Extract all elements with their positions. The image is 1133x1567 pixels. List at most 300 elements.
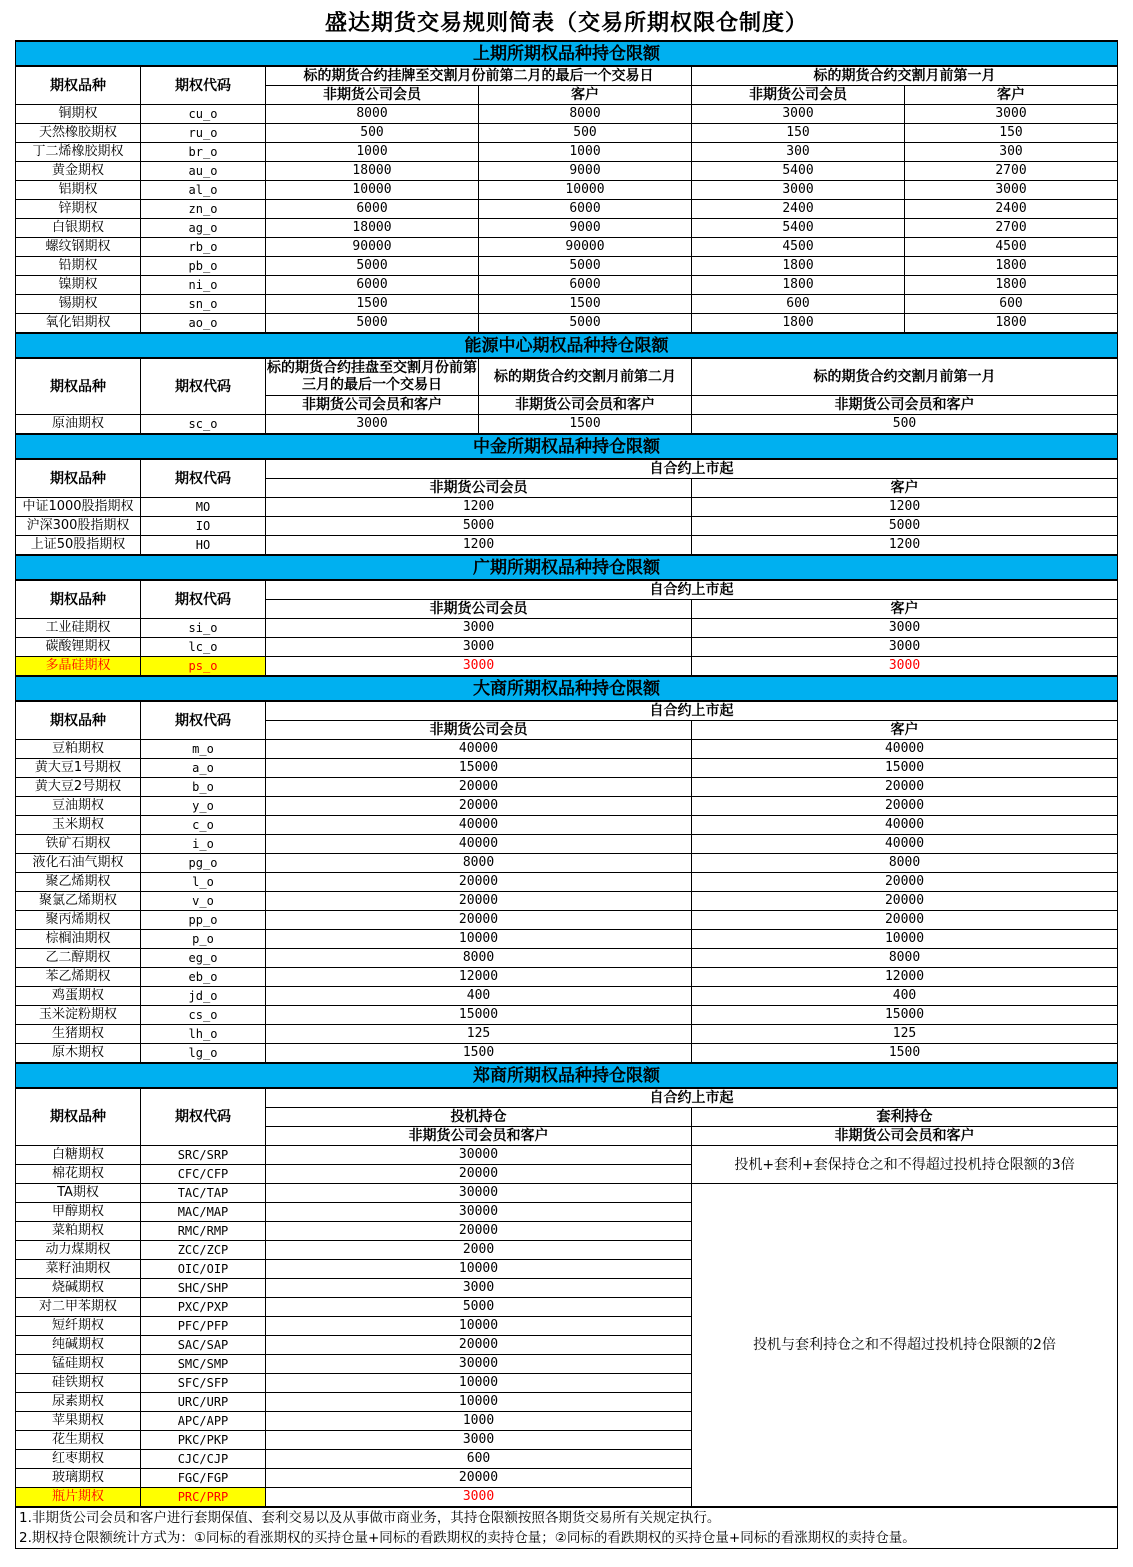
- limit-value: 40000: [692, 835, 1118, 854]
- table-row: [16, 238, 1118, 257]
- limit-value: 30000: [266, 1203, 692, 1222]
- option-code: PRC/PRP: [141, 1488, 266, 1508]
- limit-value: 300: [905, 143, 1118, 162]
- limit-value: 5000: [692, 517, 1118, 536]
- limit-value: 15000: [692, 759, 1118, 778]
- table-row: [16, 276, 1118, 295]
- position-limit-table: [15, 40, 1118, 1549]
- variety-name: 铝期权: [16, 181, 141, 200]
- limit-value: 400: [692, 987, 1118, 1006]
- table-row: [16, 835, 1118, 854]
- header-sub: 客户: [692, 721, 1118, 740]
- limit-value: 30000: [266, 1184, 692, 1203]
- limit-value: 20000: [266, 892, 692, 911]
- limit-value: 6000: [479, 200, 692, 219]
- variety-name: 红枣期权: [16, 1450, 141, 1469]
- arbitrage-rule: 投机+套利+套保持仓之和不得超过投机持仓限额的3倍: [692, 1146, 1118, 1184]
- variety-name: 白银期权: [16, 219, 141, 238]
- limit-value: 18000: [266, 219, 479, 238]
- header-sub: 客户: [479, 86, 692, 105]
- variety-name: 工业硅期权: [16, 619, 141, 638]
- header-code: 期权代码: [141, 1088, 266, 1146]
- header-variety: 期权品种: [16, 701, 141, 740]
- limit-value: 9000: [479, 162, 692, 181]
- limit-value: 40000: [692, 816, 1118, 835]
- limit-value: 6000: [266, 276, 479, 295]
- limit-value: 8000: [692, 854, 1118, 873]
- header-code: 期权代码: [141, 358, 266, 415]
- option-code: RMC/RMP: [141, 1222, 266, 1241]
- header-period: 自合约上市起: [266, 701, 1118, 721]
- limit-value: 2700: [905, 162, 1118, 181]
- limit-value: 125: [266, 1025, 692, 1044]
- option-code: eb_o: [141, 968, 266, 987]
- section-title: 能源中心期权品种持仓限额: [16, 333, 1118, 358]
- header-sub: 非期货公司会员和客户: [266, 396, 479, 415]
- section-header: [16, 1063, 1118, 1088]
- variety-name: 苯乙烯期权: [16, 968, 141, 987]
- limit-value: 5000: [266, 314, 479, 334]
- limit-value: 3000: [905, 105, 1118, 124]
- option-code: eg_o: [141, 949, 266, 968]
- table-row: [16, 162, 1118, 181]
- limit-value: 20000: [266, 778, 692, 797]
- variety-name: 铜期权: [16, 105, 141, 124]
- option-code: c_o: [141, 816, 266, 835]
- variety-name: 鸡蛋期权: [16, 987, 141, 1006]
- limit-value: 20000: [692, 873, 1118, 892]
- option-code: ps_o: [141, 657, 266, 677]
- limit-value: 10000: [266, 1317, 692, 1336]
- table-row: [16, 1184, 1118, 1203]
- limit-value: 2000: [266, 1241, 692, 1260]
- header-variety: 期权品种: [16, 580, 141, 619]
- limit-value: 8000: [266, 949, 692, 968]
- variety-name: 黄金期权: [16, 162, 141, 181]
- section-header: [16, 676, 1118, 701]
- limit-value: 1500: [479, 295, 692, 314]
- limit-value: 90000: [266, 238, 479, 257]
- variety-name: 花生期权: [16, 1431, 141, 1450]
- limit-value: 3000: [266, 1488, 692, 1508]
- variety-name: 对二甲苯期权: [16, 1298, 141, 1317]
- option-code: APC/APP: [141, 1412, 266, 1431]
- header-period: 标的期货合约挂牌至交割月份前第二月的最后一个交易日: [266, 66, 692, 86]
- option-code: SHC/SHP: [141, 1279, 266, 1298]
- variety-name: 多晶硅期权: [16, 657, 141, 677]
- variety-name: 氧化铝期权: [16, 314, 141, 334]
- limit-value: 10000: [266, 1393, 692, 1412]
- option-code: m_o: [141, 740, 266, 759]
- table-row: [16, 105, 1118, 124]
- limit-value: 20000: [266, 1469, 692, 1488]
- table-row: [16, 949, 1118, 968]
- footnote: 1.非期货公司会员和客户进行套期保值、套利交易以及从事做市商业务，其持仓限额按照各期货交易所有关规定执行。: [19, 1510, 721, 1526]
- section-title: 郑商所期权品种持仓限额: [16, 1063, 1118, 1088]
- option-code: MO: [141, 498, 266, 517]
- option-code: sc_o: [141, 415, 266, 435]
- limit-value: 1800: [905, 257, 1118, 276]
- limit-value: 6000: [479, 276, 692, 295]
- limit-value: 1500: [266, 1044, 692, 1064]
- header-period: 标的期货合约交割月前第二月: [479, 358, 692, 396]
- option-code: PFC/PFP: [141, 1317, 266, 1336]
- variety-name: 铅期权: [16, 257, 141, 276]
- limit-value: 1800: [692, 257, 905, 276]
- header-period: 标的期货合约交割月前第一月: [692, 66, 1118, 86]
- limit-value: 2400: [692, 200, 905, 219]
- section-title: 上期所期权品种持仓限额: [16, 41, 1118, 66]
- table-row: [16, 740, 1118, 759]
- variety-name: 液化石油气期权: [16, 854, 141, 873]
- limit-value: 5000: [479, 257, 692, 276]
- header-sub: 非期货公司会员: [266, 600, 692, 619]
- limit-value: 1500: [692, 1044, 1118, 1064]
- header-variety: 期权品种: [16, 66, 141, 105]
- option-code: ao_o: [141, 314, 266, 334]
- limit-value: 20000: [266, 797, 692, 816]
- limit-value: 10000: [266, 930, 692, 949]
- header-speculative: 投机持仓: [266, 1108, 692, 1127]
- header-sub: 非期货公司会员和客户: [479, 396, 692, 415]
- option-code: pp_o: [141, 911, 266, 930]
- limit-value: 1800: [905, 276, 1118, 295]
- option-code: IO: [141, 517, 266, 536]
- variety-name: 沪深300股指期权: [16, 517, 141, 536]
- header-sub: 非期货公司会员: [692, 86, 905, 105]
- limit-value: 4500: [905, 238, 1118, 257]
- limit-value: 20000: [692, 911, 1118, 930]
- variety-name: 螺纹钢期权: [16, 238, 141, 257]
- option-code: al_o: [141, 181, 266, 200]
- option-code: cu_o: [141, 105, 266, 124]
- header-period: 标的期货合约交割月前第一月: [692, 358, 1118, 396]
- limit-value: 90000: [479, 238, 692, 257]
- variety-name: 玉米淀粉期权: [16, 1006, 141, 1025]
- section-title: 大商所期权品种持仓限额: [16, 676, 1118, 701]
- variety-name: 动力煤期权: [16, 1241, 141, 1260]
- option-code: ru_o: [141, 124, 266, 143]
- limit-value: 8000: [692, 949, 1118, 968]
- variety-name: 中证1000股指期权: [16, 498, 141, 517]
- limit-value: 125: [692, 1025, 1118, 1044]
- table-row: [16, 1146, 1118, 1165]
- option-code: TAC/TAP: [141, 1184, 266, 1203]
- option-code: v_o: [141, 892, 266, 911]
- limit-value: 8000: [266, 105, 479, 124]
- option-code: i_o: [141, 835, 266, 854]
- limit-value: 1800: [692, 276, 905, 295]
- limit-value: 15000: [692, 1006, 1118, 1025]
- limit-value: 8000: [266, 854, 692, 873]
- variety-name: TA期权: [16, 1184, 141, 1203]
- header-sub: 非期货公司会员: [266, 479, 692, 498]
- limit-value: 18000: [266, 162, 479, 181]
- limit-value: 20000: [266, 911, 692, 930]
- limit-value: 40000: [266, 740, 692, 759]
- limit-value: 3000: [692, 619, 1118, 638]
- variety-name: 豆油期权: [16, 797, 141, 816]
- option-code: SMC/SMP: [141, 1355, 266, 1374]
- section-header: [16, 555, 1118, 580]
- limit-value: 1800: [692, 314, 905, 334]
- variety-name: 黄大豆2号期权: [16, 778, 141, 797]
- limit-value: 400: [266, 987, 692, 1006]
- option-code: a_o: [141, 759, 266, 778]
- header-sub: 客户: [905, 86, 1118, 105]
- option-code: cs_o: [141, 1006, 266, 1025]
- header-sub: 非期货公司会员和客户: [266, 1127, 692, 1146]
- option-code: lg_o: [141, 1044, 266, 1064]
- limit-value: 5000: [479, 314, 692, 334]
- variety-name: 玻璃期权: [16, 1469, 141, 1488]
- limit-value: 500: [692, 415, 1118, 435]
- limit-value: 5000: [266, 1298, 692, 1317]
- variety-name: 上证50股指期权: [16, 536, 141, 556]
- table-row: [16, 892, 1118, 911]
- option-code: pg_o: [141, 854, 266, 873]
- option-code: OIC/OIP: [141, 1260, 266, 1279]
- limit-value: 6000: [266, 200, 479, 219]
- table-row: [16, 295, 1118, 314]
- table-row: [16, 517, 1118, 536]
- limit-value: 4500: [692, 238, 905, 257]
- limit-value: 1200: [692, 536, 1118, 556]
- section-title: 广期所期权品种持仓限额: [16, 555, 1118, 580]
- option-code: l_o: [141, 873, 266, 892]
- limit-value: 1000: [479, 143, 692, 162]
- limit-value: 12000: [266, 968, 692, 987]
- table-row: [16, 638, 1118, 657]
- limit-value: 5000: [266, 257, 479, 276]
- option-code: ag_o: [141, 219, 266, 238]
- limit-value: 1200: [266, 498, 692, 517]
- variety-name: 瓶片期权: [16, 1488, 141, 1508]
- option-code: SRC/SRP: [141, 1146, 266, 1165]
- table-row: [16, 759, 1118, 778]
- limit-value: 10000: [479, 181, 692, 200]
- limit-value: 3000: [692, 181, 905, 200]
- table-row: [16, 968, 1118, 987]
- footnotes: [16, 1507, 1118, 1549]
- header-code: 期权代码: [141, 66, 266, 105]
- limit-value: 5400: [692, 162, 905, 181]
- variety-name: 短纤期权: [16, 1317, 141, 1336]
- limit-value: 9000: [479, 219, 692, 238]
- variety-name: 豆粕期权: [16, 740, 141, 759]
- variety-name: 锰硅期权: [16, 1355, 141, 1374]
- table-row: [16, 854, 1118, 873]
- option-code: CFC/CFP: [141, 1165, 266, 1184]
- variety-name: 甲醇期权: [16, 1203, 141, 1222]
- table-row: [16, 987, 1118, 1006]
- limit-value: 3000: [266, 1431, 692, 1450]
- header-period: 自合约上市起: [266, 580, 1118, 600]
- option-code: jd_o: [141, 987, 266, 1006]
- option-code: au_o: [141, 162, 266, 181]
- variety-name: 聚丙烯期权: [16, 911, 141, 930]
- variety-name: 原油期权: [16, 415, 141, 435]
- table-row: [16, 1006, 1118, 1025]
- variety-name: 黄大豆1号期权: [16, 759, 141, 778]
- variety-name: 硅铁期权: [16, 1374, 141, 1393]
- header-row: [16, 580, 1118, 600]
- limit-value: 150: [905, 124, 1118, 143]
- header-row: [16, 358, 1118, 396]
- table-row: [16, 619, 1118, 638]
- option-code: si_o: [141, 619, 266, 638]
- variety-name: 尿素期权: [16, 1393, 141, 1412]
- limit-value: 30000: [266, 1146, 692, 1165]
- header-sub: 非期货公司会员和客户: [692, 396, 1118, 415]
- option-code: PKC/PKP: [141, 1431, 266, 1450]
- limit-value: 10000: [692, 930, 1118, 949]
- variety-name: 苹果期权: [16, 1412, 141, 1431]
- option-code: FGC/FGP: [141, 1469, 266, 1488]
- table-row: [16, 415, 1118, 435]
- limit-value: 3000: [692, 105, 905, 124]
- header-sub: 客户: [692, 600, 1118, 619]
- header-period: 自合约上市起: [266, 459, 1118, 479]
- limit-value: 40000: [692, 740, 1118, 759]
- limit-value: 12000: [692, 968, 1118, 987]
- header-row: [16, 459, 1118, 479]
- limit-value: 30000: [266, 1355, 692, 1374]
- section-title: 中金所期权品种持仓限额: [16, 434, 1118, 459]
- variety-name: 天然橡胶期权: [16, 124, 141, 143]
- option-code: ZCC/ZCP: [141, 1241, 266, 1260]
- limit-value: 10000: [266, 1374, 692, 1393]
- table-row: [16, 124, 1118, 143]
- limit-value: 5400: [692, 219, 905, 238]
- limit-value: 600: [692, 295, 905, 314]
- table-row: [16, 930, 1118, 949]
- limit-value: 300: [692, 143, 905, 162]
- limit-value: 3000: [692, 638, 1118, 657]
- header-variety: 期权品种: [16, 459, 141, 498]
- limit-value: 1000: [266, 1412, 692, 1431]
- option-code: HO: [141, 536, 266, 556]
- variety-name: 棉花期权: [16, 1165, 141, 1184]
- header-code: 期权代码: [141, 580, 266, 619]
- table-row: [16, 778, 1118, 797]
- limit-value: 10000: [266, 1260, 692, 1279]
- variety-name: 棕榈油期权: [16, 930, 141, 949]
- header-row: [16, 701, 1118, 721]
- limit-value: 20000: [692, 778, 1118, 797]
- section-header: [16, 333, 1118, 358]
- variety-name: 聚氯乙烯期权: [16, 892, 141, 911]
- option-code: SFC/SFP: [141, 1374, 266, 1393]
- limit-value: 600: [905, 295, 1118, 314]
- variety-name: 乙二醇期权: [16, 949, 141, 968]
- header-row: [16, 66, 1118, 86]
- option-code: zn_o: [141, 200, 266, 219]
- header-variety: 期权品种: [16, 1088, 141, 1146]
- limit-value: 3000: [266, 619, 692, 638]
- variety-name: 生猪期权: [16, 1025, 141, 1044]
- limit-value: 40000: [266, 835, 692, 854]
- page-title: 盛达期货交易规则简表（交易所期权限仓制度）: [324, 10, 808, 36]
- table-row: [16, 143, 1118, 162]
- limit-value: 1800: [905, 314, 1118, 334]
- limit-value: 500: [266, 124, 479, 143]
- limit-value: 5000: [266, 517, 692, 536]
- option-code: MAC/MAP: [141, 1203, 266, 1222]
- limit-value: 150: [692, 124, 905, 143]
- limit-value: 3000: [692, 657, 1118, 677]
- limit-value: 600: [266, 1450, 692, 1469]
- limit-value: 15000: [266, 1006, 692, 1025]
- header-code: 期权代码: [141, 459, 266, 498]
- table-row: [16, 797, 1118, 816]
- header-sub: 客户: [692, 479, 1118, 498]
- variety-name: 原木期权: [16, 1044, 141, 1064]
- header-period: 标的期货合约挂盘至交割月份前第三月的最后一个交易日: [266, 358, 479, 396]
- table-row: [16, 181, 1118, 200]
- variety-name: 菜粕期权: [16, 1222, 141, 1241]
- limit-value: 20000: [266, 873, 692, 892]
- table-row: [16, 200, 1118, 219]
- table-row: [16, 816, 1118, 835]
- table-row: [16, 219, 1118, 238]
- table-row: [16, 257, 1118, 276]
- limit-value: 2400: [905, 200, 1118, 219]
- variety-name: 锌期权: [16, 200, 141, 219]
- header-sub: 非期货公司会员: [266, 721, 692, 740]
- variety-name: 铁矿石期权: [16, 835, 141, 854]
- variety-name: 聚乙烯期权: [16, 873, 141, 892]
- limit-value: 1500: [266, 295, 479, 314]
- variety-name: 烧碱期权: [16, 1279, 141, 1298]
- arbitrage-rule: 投机与套利持仓之和不得超过投机持仓限额的2倍: [692, 1184, 1118, 1508]
- limit-value: 20000: [266, 1336, 692, 1355]
- option-code: URC/URP: [141, 1393, 266, 1412]
- table-row: [16, 314, 1118, 334]
- footnote-row: [16, 1507, 1118, 1549]
- section-header: [16, 434, 1118, 459]
- option-code: br_o: [141, 143, 266, 162]
- variety-name: 玉米期权: [16, 816, 141, 835]
- table-row: [16, 536, 1118, 556]
- option-code: lc_o: [141, 638, 266, 657]
- limit-value: 3000: [266, 638, 692, 657]
- limit-value: 1200: [266, 536, 692, 556]
- limit-value: 1000: [266, 143, 479, 162]
- header-row: [16, 1088, 1118, 1108]
- table-row: [16, 1025, 1118, 1044]
- option-code: pb_o: [141, 257, 266, 276]
- limit-value: 3000: [266, 415, 479, 435]
- option-code: b_o: [141, 778, 266, 797]
- option-code: rb_o: [141, 238, 266, 257]
- option-code: lh_o: [141, 1025, 266, 1044]
- limit-value: 40000: [266, 816, 692, 835]
- limit-value: 20000: [692, 797, 1118, 816]
- header-sub: 非期货公司会员和客户: [692, 1127, 1118, 1146]
- limit-value: 500: [479, 124, 692, 143]
- option-code: ni_o: [141, 276, 266, 295]
- table-row: [16, 498, 1118, 517]
- limit-value: 10000: [266, 181, 479, 200]
- limit-value: 3000: [266, 1279, 692, 1298]
- option-code: p_o: [141, 930, 266, 949]
- header-period: 自合约上市起: [266, 1088, 1118, 1108]
- option-code: SAC/SAP: [141, 1336, 266, 1355]
- limit-value: 20000: [692, 892, 1118, 911]
- variety-name: 镍期权: [16, 276, 141, 295]
- header-arbitrage: 套利持仓: [692, 1108, 1118, 1127]
